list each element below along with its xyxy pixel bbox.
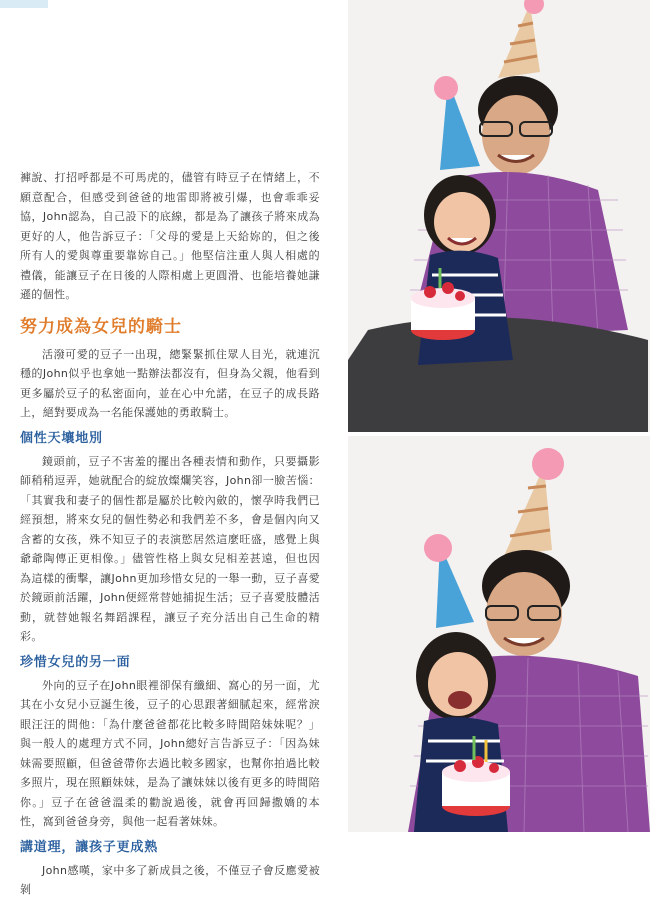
intro-paragraph: 褲說、打招呼都是不可馬虎的，儘管有時豆子在情緒上，不願意配合，但感受到爸爸的地雷即將被引爆，也會乖乖妥協，John認為，自己設下的底線，都是為了讓孩子將來成為更好的人，他告訴豆子：「父母的愛是上天給妳的，但之後所有人的愛與尊重要靠妳自己。」他堅信注重人與人相處的禮儀，能讓豆子在日後的人際相處上更圓滑、也能培養她謙遜的個性。	[20, 171, 320, 301]
subsection-heading-2: 珍惜女兒的另一面	[20, 654, 131, 670]
father-daughter-birthday-cake-photo	[348, 436, 650, 832]
corner-decoration	[0, 0, 48, 8]
section-heading: 努力成為女兒的騎士	[20, 316, 182, 337]
subsection-paragraph-3: John感嘆，家中多了新成員之後，不僅豆子會反應愛被剝	[20, 863, 320, 896]
father-daughter-party-hats-photo	[348, 0, 650, 432]
subsection-heading-3: 講道理，讓孩子更成熟	[20, 839, 159, 855]
subsection-heading-1: 個性天壤地別	[20, 430, 103, 446]
subsection-paragraph-2: 外向的豆子在John眼裡卻保有纖細、窩心的另一面，尤其在小女兒小豆誕生後，豆子的心思跟著細膩起來，經常淚眼汪汪的問他：「為什麼爸爸都花比較多時間陪妹妹呢？」與一般人的處理方式不同，John總好言告訴豆子：「因為妹妹需要照顧，但爸爸帶你去過比較多國家，也幫你拍過比較多照片，現在照顧妹妹，是為了讓妹妹以後有更多的時間陪你。」豆子在爸爸溫柔的勸說過後，就會再回歸撒嬌的本性，窩到爸爸身旁，與他一起看著妹妹。	[20, 678, 320, 828]
section-paragraph: 活潑可愛的豆子一出現，總緊緊抓住眾人目光，就連沉穩的John似乎也拿她一點辦法都沒有，但身為父親，他看到更多屬於豆子的私密面向，並在心中允諾，在豆子的成長路上，絕對要成為一名能保護她的勇敢騎士。	[20, 347, 320, 419]
article-column	[20, 168, 320, 900]
subsection-paragraph-1: 鏡頭前，豆子不害羞的擺出各種表情和動作，只要攝影師稍稍逗弄，她就配合的綻放燦爛笑容，John卻一臉苦惱：「其實我和妻子的個性都是屬於比較內斂的，懷孕時我們已經預想，將來女兒的個性勢必和我們差不多，會是個內向又含蓄的女孩，殊不知豆子的表演慾居然這麼旺盛，感覺上與爺爺陶傳正更相像。」儘管性格上與女兒相差甚遠，但也因為這樣的衝擊，讓John更加珍惜女兒的一舉一動，豆子喜愛於鏡頭前活躍，John便經常替她捕捉生活；豆子喜愛肢體活動，就替她報名舞蹈課程，讓豆子充分活出自己生命的精彩。	[20, 454, 320, 643]
